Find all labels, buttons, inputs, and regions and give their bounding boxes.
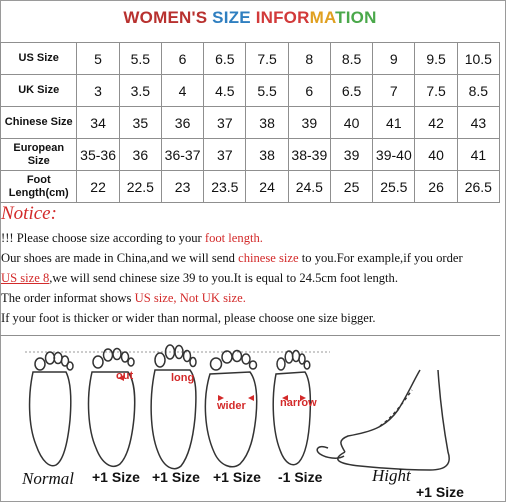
size-cell: 37 xyxy=(204,139,246,171)
row-header: Foot Length(cm) xyxy=(1,171,77,203)
size-cell: 39 xyxy=(288,107,330,139)
size-cell: 23 xyxy=(161,171,203,203)
caption-hight: Hight xyxy=(372,466,411,485)
notice-section xyxy=(0,203,500,336)
size-cell: 23.5 xyxy=(204,171,246,203)
notice-line-4 xyxy=(1,291,246,306)
foot-label-narrow: narrow xyxy=(280,397,317,409)
size-cell: 35 xyxy=(119,107,161,139)
size-row xyxy=(1,75,500,107)
size-cell: 3 xyxy=(77,75,119,107)
size-cell: 5.5 xyxy=(246,75,288,107)
size-cell: 42 xyxy=(415,107,457,139)
arrow-markers xyxy=(118,375,306,401)
size-cell: 24 xyxy=(246,171,288,203)
size-cell: 40 xyxy=(415,139,457,171)
size-cell: 9 xyxy=(373,43,415,75)
title-part: WOMEN'S xyxy=(123,8,213,27)
size-cell: 7 xyxy=(373,75,415,107)
notice-highlight: foot length. xyxy=(204,231,263,245)
size-cell: 38 xyxy=(246,139,288,171)
size-cell: 6.5 xyxy=(330,75,372,107)
notice-line-1 xyxy=(1,231,263,246)
size-cell: 6 xyxy=(288,75,330,107)
row-header: European Size xyxy=(1,139,77,171)
title-part: SIZE xyxy=(212,8,256,27)
notice-line-2 xyxy=(1,251,463,266)
size-cell: 26 xyxy=(415,171,457,203)
size-cell: 22.5 xyxy=(119,171,161,203)
caption-normal: Normal xyxy=(22,469,74,488)
row-header: Chinese Size xyxy=(1,107,77,139)
size-row xyxy=(1,171,500,203)
notice-line-5 xyxy=(1,311,376,326)
title-part: MA xyxy=(309,8,336,27)
size-cell: 41 xyxy=(457,139,499,171)
size-cell: 3.5 xyxy=(119,75,161,107)
size-cell: 38-39 xyxy=(288,139,330,171)
row-header: UK Size xyxy=(1,75,77,107)
caption-size-5: +1 Size xyxy=(416,484,464,500)
size-cell: 34 xyxy=(77,107,119,139)
size-cell: 36-37 xyxy=(161,139,203,171)
caption-size-2: +1 Size xyxy=(152,469,200,485)
size-cell: 6 xyxy=(161,43,203,75)
row-header: US Size xyxy=(1,43,77,75)
size-cell: 37 xyxy=(204,107,246,139)
size-cell: 10.5 xyxy=(457,43,499,75)
foot-side-view-high-instep xyxy=(317,370,449,470)
size-cell: 9.5 xyxy=(415,43,457,75)
notice-highlight: US size 8 xyxy=(1,271,50,285)
size-cell: 5.5 xyxy=(119,43,161,75)
size-cell: 38 xyxy=(246,107,288,139)
notice-highlight: US size, Not UK size. xyxy=(134,291,246,305)
size-cell: 41 xyxy=(373,107,415,139)
notice-text: !!! Please choose size according to your xyxy=(1,231,205,245)
size-cell: 22 xyxy=(77,171,119,203)
size-table xyxy=(0,42,500,203)
size-cell: 40 xyxy=(330,107,372,139)
notice-line-3 xyxy=(1,271,398,286)
notice-text: The order informat shows xyxy=(1,291,135,305)
foot-label-long: long xyxy=(171,372,195,384)
caption-size-3: +1 Size xyxy=(213,469,261,485)
caption-size-1: +1 Size xyxy=(92,469,140,485)
size-row xyxy=(1,107,500,139)
title-part: TION xyxy=(335,8,377,27)
notice-text: If your foot is thicker or wider than normal, please choose one size bigger. xyxy=(1,311,376,325)
size-cell: 8.5 xyxy=(457,75,499,107)
size-cell: 25 xyxy=(330,171,372,203)
size-cell: 5 xyxy=(77,43,119,75)
title-part: INFOR xyxy=(255,8,310,27)
size-cell: 36 xyxy=(119,139,161,171)
size-cell: 36 xyxy=(161,107,203,139)
notice-title: Notice: xyxy=(1,203,57,224)
size-cell: 24.5 xyxy=(288,171,330,203)
size-cell: 6.5 xyxy=(204,43,246,75)
size-row xyxy=(1,139,500,171)
size-cell: 8 xyxy=(288,43,330,75)
size-cell: 4 xyxy=(161,75,203,107)
size-cell: 7.5 xyxy=(415,75,457,107)
caption-size-4: -1 Size xyxy=(278,469,323,485)
foot-label-wider: wider xyxy=(217,400,246,412)
size-cell: 8.5 xyxy=(330,43,372,75)
size-cell: 35-36 xyxy=(77,139,119,171)
size-cell: 39-40 xyxy=(373,139,415,171)
notice-text: ,we will send chinese size 39 to you.It is equal to 24.5cm foot length. xyxy=(49,271,398,285)
size-cell: 25.5 xyxy=(373,171,415,203)
size-cell: 39 xyxy=(330,139,372,171)
size-cell: 43 xyxy=(457,107,499,139)
notice-text: Our shoes are made in China,and we will send xyxy=(1,251,239,265)
size-row xyxy=(1,43,500,75)
foot-outline-normal xyxy=(30,352,73,466)
foot-outline-long xyxy=(151,345,196,469)
foot-outline-out xyxy=(89,349,135,467)
notice-highlight: chinese size xyxy=(238,251,299,265)
size-cell: 4.5 xyxy=(204,75,246,107)
size-cell: 26.5 xyxy=(457,171,499,203)
size-cell: 7.5 xyxy=(246,43,288,75)
chart-title xyxy=(0,8,500,28)
foot-label-out: out xyxy=(116,370,134,382)
notice-text: to you.For example,if you order xyxy=(298,251,463,265)
